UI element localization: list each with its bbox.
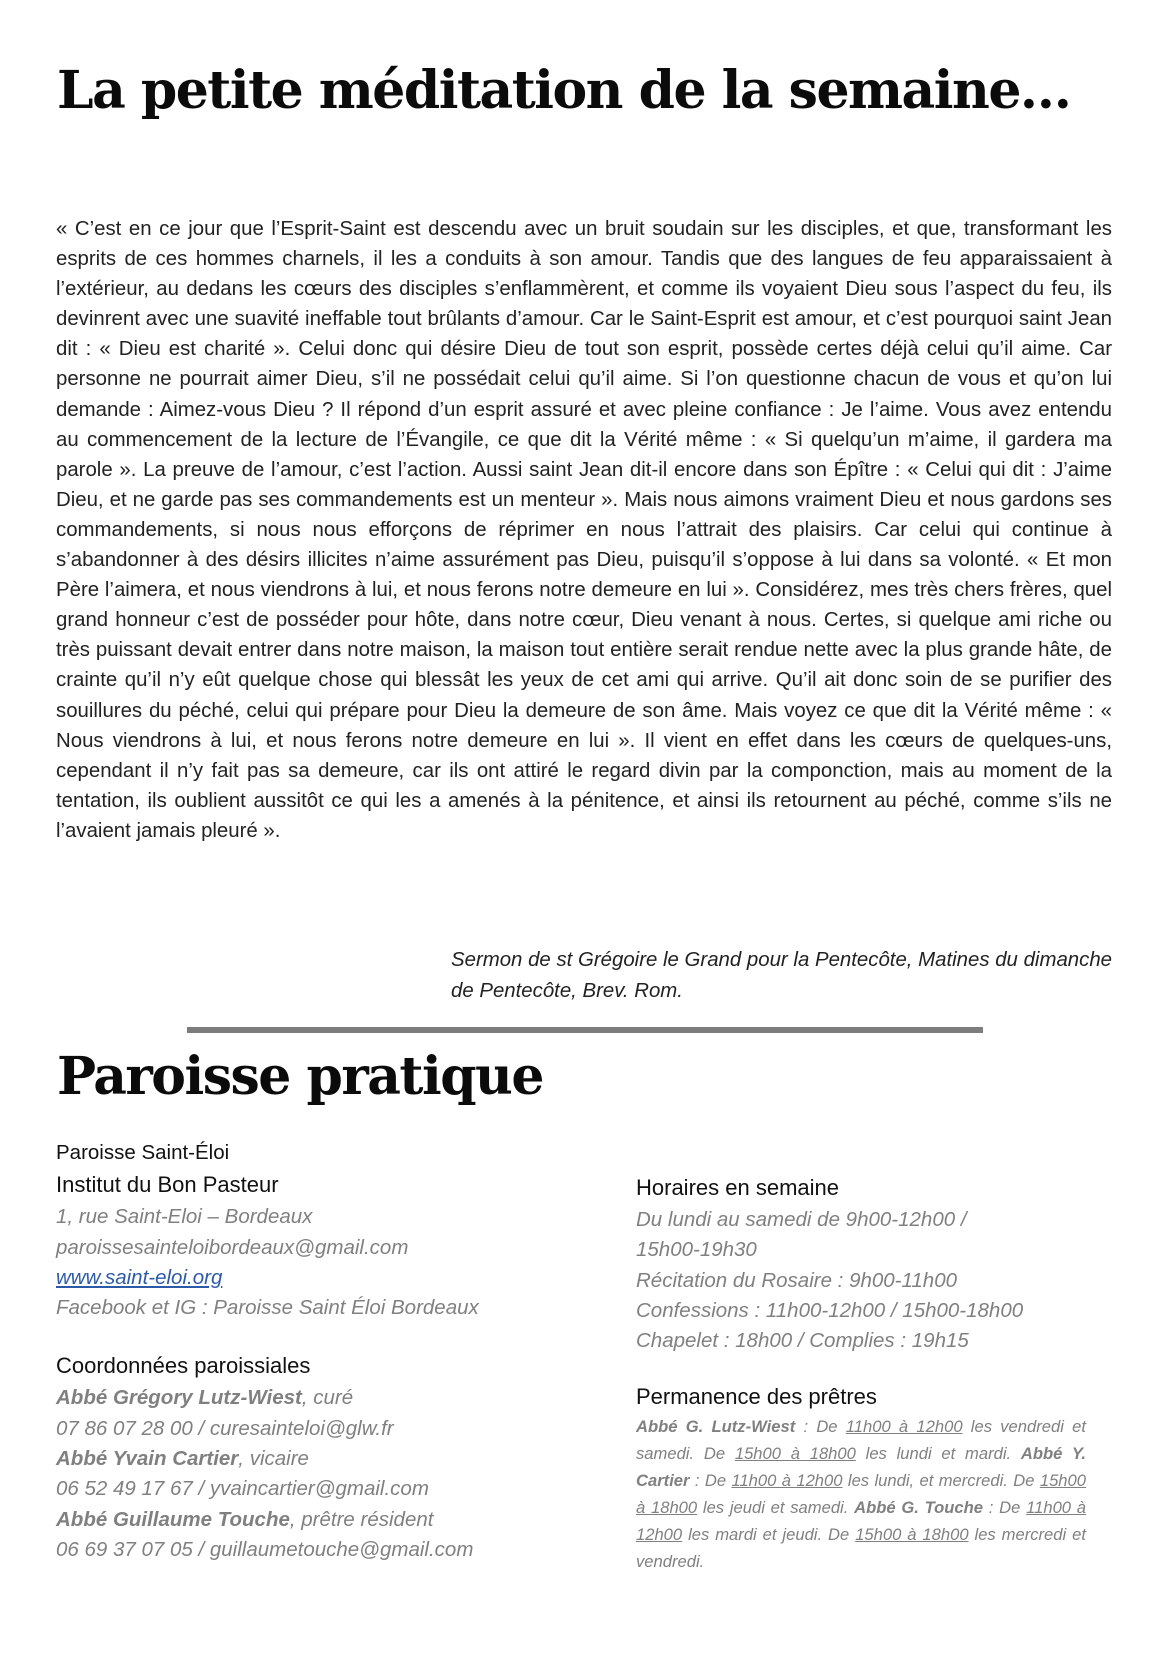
permanence-text: Abbé G. Lutz-Wiest : De 11h00 à 12h00 les vendredi et samedi. De 15h00 à 18h00 les lundi et mardi. Abbé Y. Cartier : De 11h00 à 12h00 les lundi, et mercredi. De 15h00 à 18h00 les jeudi et samedi. Abbé G. Touche : De 11h00 à 12h00 les mardi et jeudi. De 15h00 à 18h00 les mercredi et vendredi. (636, 1417, 1087, 1572)
priest-role: , curé (301, 1386, 354, 1410)
hours-line: Récitation du Rosaire : 9h00-11h00 (636, 1268, 957, 1292)
priest-name: Abbé Grégory Lutz-Wiest (56, 1386, 302, 1410)
priest-name: Abbé Y. Cartier (636, 1444, 1086, 1491)
priest-contact[interactable]: 06 52 49 17 67 / yvaincartier@gmail.com (56, 1477, 429, 1501)
hours-line: Du lundi au samedi de 9h00-12h00 / (636, 1208, 967, 1231)
contact-person (56, 1383, 576, 1413)
parish-website-link[interactable]: www.saint-eloi.org (56, 1265, 223, 1289)
time-range: 15h00 à 18h00 (855, 1525, 969, 1545)
hours-line: 15h00-19h30 (636, 1238, 757, 1262)
section-title: Paroisse pratique (57, 1046, 543, 1107)
priest-name: Abbé G. Lutz-Wiest (636, 1417, 796, 1437)
time-range: 15h00 à 18h00 (636, 1471, 1086, 1518)
parish-email[interactable]: paroissesainteloibordeaux@gmail.com (56, 1235, 409, 1259)
permanence-heading: Permanence des prêtres (636, 1384, 877, 1410)
meditation-quote: « C’est en ce jour que l’Esprit-Saint est descendu avec un bruit soudain sur les disciples, et que, transformant les esprits de ces hommes charnels, il les a conduits à son amour. Tandis que des langues de feu apparaissaient à l’extérieur, au dedans les cœurs des disciples s’enflammèrent, et comme ils voyaient Dieu sous l’aspect du feu, ils devinrent avec une suavité ineffable tout brûlants d’amour. Car le Saint-Esprit est amour, et c’est pourquoi saint Jean dit : « Dieu est charité ». Celui donc qui désire Dieu de tout son esprit, possède certes déjà celui qu’il aime. Car personne ne pourrait aimer Dieu, s’il ne possédait celui qu’il aime. Si l’on questionne chacun de vous et qu’on lui demande : Aimez-vous Dieu ? Il répond d’un esprit assuré et avec pleine confiance : Je l’aime. Vous avez entendu au commencement de la lecture de l’Évangile, ce que dit la Vérité même : « Si quelqu’un m’aime, il gardera ma parole ». La preuve de l’amour, c’est l’action. Aussi saint Jean dit-il encore dans son Épître : « Celui qui dit : J’aime Dieu, et ne garde pas ses commandements est un menteur ». Mais nous aimons vraiment Dieu et nous gardons ses commandements, si nous nous efforçons de réprimer en nous l’attrait des plaisirs. Car celui qui continue à s’abandonner à des désirs illicites n’aime assurément pas Dieu, puisqu’il s’oppose à lui dans sa volonté. « Et mon Père l’aimera, et nous viendrons à lui, et nous ferons notre demeure en lui ». Considérez, mes très chers frères, quel grand honneur c’est de posséder pour hôte, dans notre cœur, Dieu venant à nous. Certes, si quelque ami riche ou très puissant devait entrer dans notre maison, la maison tout entière serait rendue nette avec la plus grande hâte, de crainte qu’il n’y eût quelque chose qui blessât les yeux de cet ami qui arrive. Qu’il ait donc soin de se purifier des souillures du péché, celui qui prépare pour Dieu la demeure de son âme. Mais voyez ce que dit la Vérité même : « Nous viendrons à lui, et nous ferons notre demeure en lui ». Il vient en effet dans les cœurs de quelques-uns, cependant il n’y fait pas sa demeure, car ils ont attiré le regard divin par la componction, mais au moment de la tentation, ils oublient aussitôt ce qui les a amenés à la pénitence, et ainsi ils retournent au péché, comme s’ils ne l’avaient jamais pleuré ». (56, 218, 1112, 842)
contact-person (56, 1505, 576, 1535)
weekday-hours-heading: Horaires en semaine (636, 1175, 839, 1200)
parish-info-column (56, 1138, 576, 1565)
time-range: 11h00 à 12h00 (845, 1417, 963, 1437)
institute-name: Institut du Bon Pasteur (56, 1172, 279, 1198)
time-range: 11h00 à 12h00 (636, 1498, 1087, 1545)
parish-name: Paroisse Saint-Éloi (56, 1141, 230, 1164)
schedule-column (636, 1171, 1086, 1576)
priest-role: , prêtre résident (289, 1507, 434, 1531)
time-range: 11h00 à 12h00 (731, 1471, 843, 1491)
hours-line: Confessions : 11h00-12h00 / 15h00-18h00 (636, 1298, 1024, 1322)
section-divider (187, 1027, 983, 1033)
time-range: 15h00 à 18h00 (734, 1444, 856, 1464)
priest-name: Abbé Yvain Cartier (56, 1447, 239, 1471)
hours-line: Chapelet : 18h00 / Complies : 19h15 (636, 1329, 969, 1353)
quote-attribution: Sermon de st Grégoire le Grand pour la Pentecôte, Matines du dimanche de Pentecôte, Brev. Rom. (451, 949, 1112, 1002)
priest-name: Abbé Guillaume Touche (56, 1507, 290, 1531)
priest-role: , vicaire (238, 1447, 309, 1471)
priest-contact[interactable]: 06 69 37 07 05 / guillaumetouche@gmail.com (56, 1537, 474, 1561)
parish-address: 1, rue Saint-Eloi – Bordeaux (56, 1205, 313, 1229)
priest-name: Abbé G. Touche (854, 1498, 984, 1518)
contact-person (56, 1444, 576, 1474)
contacts-heading: Coordonnées paroissiales (56, 1353, 311, 1379)
priest-contact[interactable]: 07 86 07 28 00 / curesainteloi@glw.fr (56, 1416, 394, 1440)
parish-social: Facebook et IG : Paroisse Saint Éloi Bordeaux (56, 1296, 479, 1320)
page-title: La petite méditation de la semaine… (57, 60, 1071, 121)
